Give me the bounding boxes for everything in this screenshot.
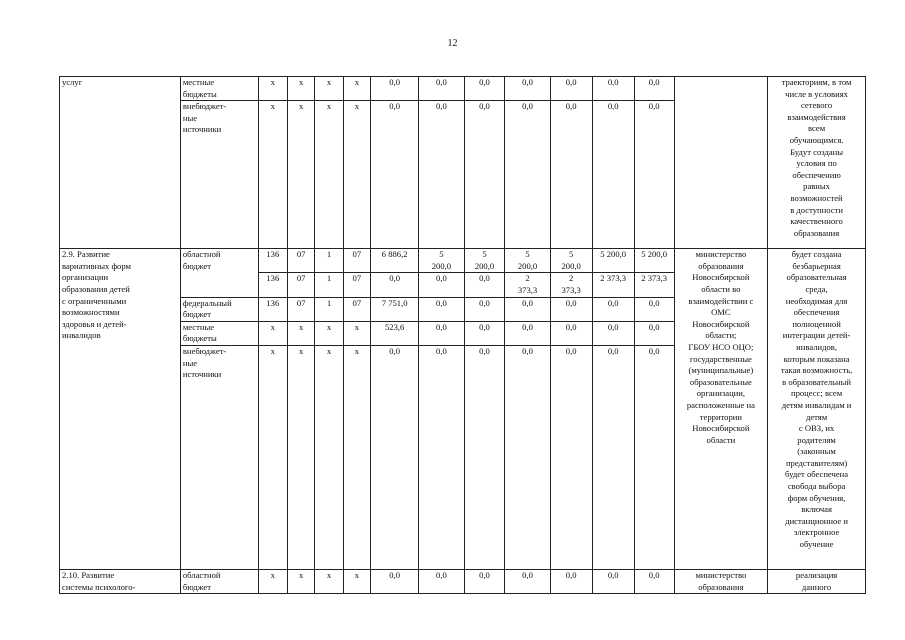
value-cell: 0,0 [464,569,505,593]
code-cell: x [288,101,315,249]
program-table [59,76,866,594]
value-cell: 0,0 [419,569,464,593]
measure-name-cell: 2.10. Развитие системы психолого- [60,569,181,593]
value-cell: 0,0 [419,345,464,569]
value-cell: 5 200,0 [550,249,592,273]
result-cell: будет создана безбарьерная образовательная среда, необходимая для обеспечения полноценной интеграции детей- инвалидов, которым показана такая возможность, в образовательный процесс; всем детям инвалидам и детям с ОВЗ, их родителям (законным представителям) будет обеспечена свобода выбора форм обучения, включая дистанционное и электронное обучение [768,249,866,570]
value-cell: 0,0 [371,345,419,569]
executor-cell [674,77,768,249]
value-cell: 5 200,0 [505,249,550,273]
code-cell: 07 [288,297,315,321]
table-row [60,77,866,101]
value-cell: 7 751,0 [371,297,419,321]
value-cell: 0,0 [550,569,592,593]
value-cell: 0,0 [505,569,550,593]
value-cell: 0,0 [505,77,550,101]
funding-source-cell: местные бюджеты [180,77,258,101]
code-cell: x [258,321,287,345]
code-cell: x [288,77,315,101]
value-cell: 0,0 [592,101,634,249]
value-cell: 2 373,3 [634,273,674,297]
value-cell: 0,0 [592,345,634,569]
code-cell: 1 [315,273,343,297]
value-cell: 523,6 [371,321,419,345]
value-cell: 2 373,3 [505,273,550,297]
code-cell: 1 [315,297,343,321]
value-cell: 0,0 [419,273,464,297]
funding-source-cell: внебюджет- ные источники [180,101,258,249]
code-cell: x [258,345,287,569]
value-cell: 0,0 [634,101,674,249]
value-cell: 0,0 [505,297,550,321]
code-cell: x [258,101,287,249]
code-cell: 136 [258,249,287,273]
code-cell: 07 [288,273,315,297]
code-cell: 07 [288,249,315,273]
value-cell: 0,0 [550,321,592,345]
executor-cell: министерство образования [674,569,768,593]
value-cell: 0,0 [419,321,464,345]
value-cell: 0,0 [634,297,674,321]
funding-source-cell: федеральный бюджет [180,297,258,321]
value-cell: 0,0 [550,297,592,321]
code-cell: x [258,77,287,101]
code-cell: x [315,77,343,101]
code-cell: 136 [258,297,287,321]
value-cell: 0,0 [592,77,634,101]
result-cell: траекториям, в том числе в условиях сетевого взаимодействия всем обучающимся. Будут созданы условия по обеспечению равных возможностей в доступности качественного образования [768,77,866,249]
value-cell: 0,0 [634,77,674,101]
value-cell: 0,0 [550,345,592,569]
code-cell: 07 [343,249,370,273]
executor-cell: министерство образования Новосибирской области во взаимодействии с ОМС Новосибирской области; ГБОУ НСО ОЦО; государственные (муниципальные) образовательные организации, расположенные на территории Новосибирской области [674,249,768,570]
value-cell: 0,0 [464,321,505,345]
value-cell: 2 373,3 [550,273,592,297]
code-cell: x [343,345,370,569]
value-cell: 0,0 [464,101,505,249]
value-cell: 6 886,2 [371,249,419,273]
code-cell: 07 [343,297,370,321]
value-cell: 0,0 [550,101,592,249]
code-cell: x [288,569,315,593]
code-cell: x [343,321,370,345]
measure-name-cell: услуг [60,77,181,249]
code-cell: x [258,569,287,593]
value-cell: 0,0 [419,101,464,249]
funding-source-cell: местные бюджеты [180,321,258,345]
value-cell: 5 200,0 [419,249,464,273]
value-cell: 0,0 [371,569,419,593]
value-cell: 0,0 [371,101,419,249]
table-row [60,249,866,273]
funding-source-cell: внебюджет- ные источники [180,345,258,569]
value-cell: 0,0 [464,273,505,297]
code-cell: x [315,569,343,593]
code-cell: 07 [343,273,370,297]
value-cell: 0,0 [505,321,550,345]
table-row [60,569,866,593]
value-cell: 0,0 [464,297,505,321]
value-cell: 0,0 [464,77,505,101]
code-cell: x [315,345,343,569]
value-cell: 0,0 [592,569,634,593]
value-cell: 0,0 [419,77,464,101]
value-cell: 0,0 [419,297,464,321]
value-cell: 0,0 [505,101,550,249]
value-cell: 5 200,0 [464,249,505,273]
code-cell: x [288,321,315,345]
code-cell: x [315,101,343,249]
code-cell: x [343,569,370,593]
value-cell: 0,0 [634,569,674,593]
code-cell: x [288,345,315,569]
value-cell: 0,0 [371,273,419,297]
measure-name-cell: 2.9. Развитие вариативных форм организации образования детей с ограниченными возможностями здоровья и детей- инвалидов [60,249,181,570]
code-cell: 136 [258,273,287,297]
value-cell: 5 200,0 [592,249,634,273]
value-cell: 0,0 [592,297,634,321]
result-cell: реализация данного [768,569,866,593]
code-cell: x [343,77,370,101]
value-cell: 5 200,0 [634,249,674,273]
page-number: 12 [447,38,458,49]
funding-source-cell: областной бюджет [180,249,258,297]
value-cell: 0,0 [634,321,674,345]
value-cell: 0,0 [371,77,419,101]
value-cell: 0,0 [550,77,592,101]
code-cell: x [343,101,370,249]
value-cell: 0,0 [505,345,550,569]
value-cell: 2 373,3 [592,273,634,297]
code-cell: x [315,321,343,345]
value-cell: 0,0 [634,345,674,569]
code-cell: 1 [315,249,343,273]
value-cell: 0,0 [464,345,505,569]
value-cell: 0,0 [592,321,634,345]
funding-source-cell: областной бюджет [180,569,258,593]
